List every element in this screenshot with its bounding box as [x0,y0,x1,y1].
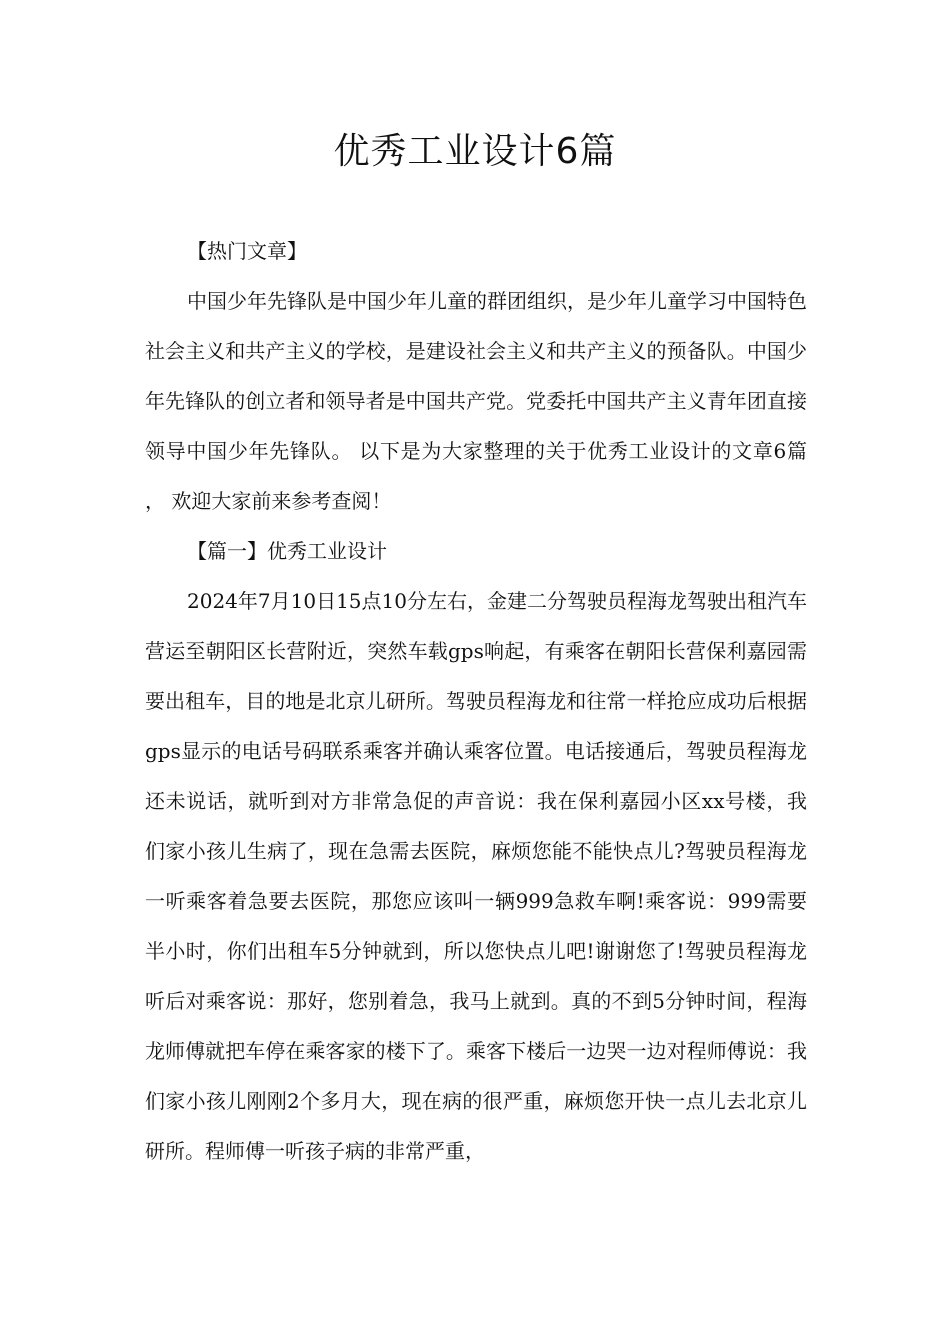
section-heading-part-one: 【篇一】优秀工业设计 [187,539,387,563]
story-paragraph: 2024年7月10日15点10分左右，金建二分驾驶员程海龙驾驶出租汽车营运至朝阳区长营附近，突然车载gps响起，有乘客在朝阳长营保利嘉园需要出租车，目的地是北京儿研所。驾驶员程海龙和往常一样抢应成功后根据gps显示的电话号码联系乘客并确认乘客位置。电话接通后，驾驶员程海龙还未说话，就听到对方非常急促的声音说：我在保利嘉园小区xx号楼，我们家小孩儿生病了，现在急需去医院，麻烦您能不能快点儿?驾驶员程海龙一听乘客着急要去医院，那您应该叫一辆999急救车啊!乘客说：999需要半小时，你们出租车5分钟就到，所以您快点儿吧!谢谢您了!驾驶员程海龙听后对乘客说：那好，您别着急，我马上就到。真的不到5分钟时间，程海龙师傅就把车停在乘客家的楼下了。乘客下楼后一边哭一边对程师傅说：我们家小孩儿刚刚2个多月大，现在病的很严重，麻烦您开快一点儿去北京儿研所。程师傅一听孩子病的非常严重， [145,589,807,1163]
intro-paragraph: 中国少年先锋队是中国少年儿童的群团组织，是少年儿童学习中国特色社会主义和共产主义的学校，是建设社会主义和共产主义的预备队。中国少年先锋队的创立者和领导者是中国共产党。党委托中国共产主义青年团直接领导中国少年先锋队。 以下是为大家整理的关于优秀工业设计的文章6篇 ， 欢迎大家前来参考查阅！ [145,289,807,513]
section-label-hot-articles: 【热门文章】 [187,239,307,263]
document-title: 优秀工业设计6篇 [333,131,617,172]
document-body [145,226,807,1176]
